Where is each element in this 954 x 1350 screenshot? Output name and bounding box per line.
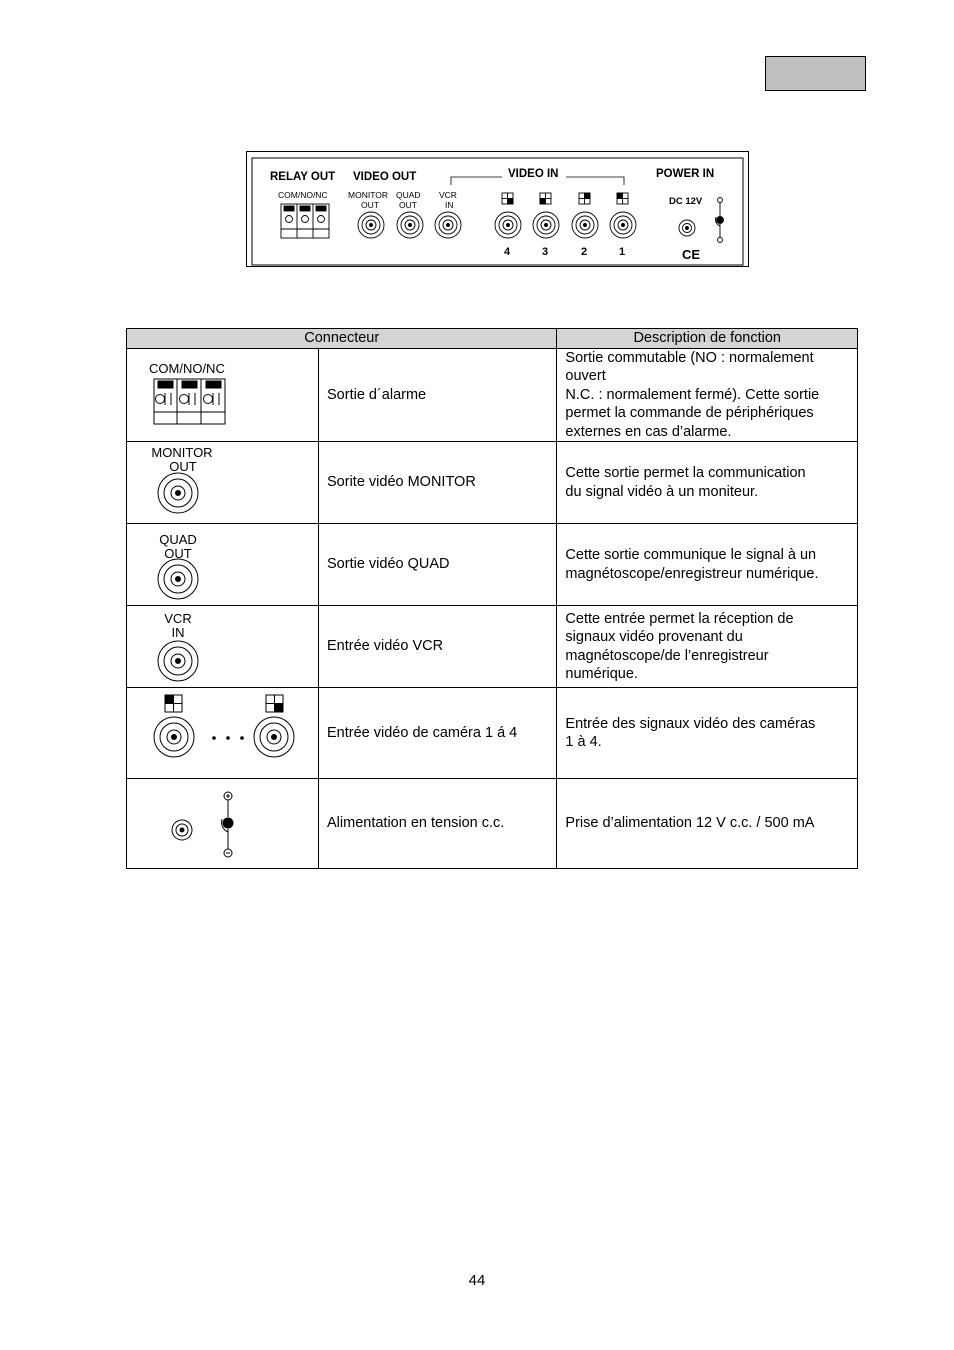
page-number: 44 bbox=[468, 1272, 486, 1289]
table-row bbox=[127, 442, 858, 524]
vcr-in-icon-cell bbox=[127, 606, 319, 688]
input-number-2: 2 bbox=[581, 246, 588, 258]
table-header-row bbox=[127, 329, 858, 349]
connector-name: Entrée vidéo de caméra 1 á 4 bbox=[319, 688, 557, 779]
table-row bbox=[127, 524, 858, 606]
monitor-out-small-label: OUT bbox=[361, 200, 379, 210]
bnc-connector-icon bbox=[127, 442, 318, 523]
bnc-connector-icon bbox=[127, 606, 318, 687]
monitor-small-label: MONITOR bbox=[348, 190, 388, 200]
relay-out-label: RELAY OUT bbox=[270, 171, 336, 183]
svg-text:MONITOR: MONITOR bbox=[151, 445, 213, 460]
camera-in-icon-cell bbox=[127, 688, 319, 779]
table-row bbox=[127, 688, 858, 779]
vcr-in-small-label: IN bbox=[445, 200, 454, 210]
table-row bbox=[127, 779, 858, 869]
bnc-connector-icon bbox=[127, 524, 318, 605]
quad-small-label: QUAD bbox=[396, 190, 421, 200]
quad-out-small-label: OUT bbox=[399, 200, 417, 210]
alarm-terminal-icon-cell bbox=[127, 348, 319, 442]
svg-text:IN: IN bbox=[171, 625, 185, 640]
power-in-label: POWER IN bbox=[656, 168, 715, 180]
com-no-nc-small-label: COM/NO/NC bbox=[278, 190, 328, 200]
monitor-out-icon-cell bbox=[127, 442, 319, 524]
connector-description: Cette sortie permet la communication du signal vidéo à un moniteur. bbox=[557, 442, 858, 524]
table-row bbox=[127, 606, 858, 688]
svg-text:OUT: OUT bbox=[164, 546, 192, 561]
connector-name: Sorite vidéo MONITOR bbox=[319, 442, 557, 524]
connector-name: Alimentation en tension c.c. bbox=[319, 779, 557, 869]
quad-out-icon-cell bbox=[127, 524, 319, 606]
connector-name: Sortie vidéo QUAD bbox=[319, 524, 557, 606]
power-in-icon-cell bbox=[127, 779, 319, 869]
dc-12v-label: DC 12V bbox=[669, 196, 703, 207]
connector-description: Prise d’alimentation 12 V c.c. / 500 mA bbox=[557, 779, 858, 869]
power-jack-icon bbox=[127, 779, 318, 868]
connector-name: Entrée vidéo VCR bbox=[319, 606, 557, 688]
connector-table bbox=[126, 328, 858, 869]
table-row bbox=[127, 348, 858, 442]
connector-description: Cette entrée permet la réception de signaux vidéo provenant du magnétoscope/de l’enregistreur numérique. bbox=[557, 606, 858, 688]
connector-name: Sortie d´alarme bbox=[319, 348, 557, 442]
video-out-label: VIDEO OUT bbox=[353, 171, 417, 183]
ce-mark: CE bbox=[682, 247, 701, 262]
vcr-small-label: VCR bbox=[439, 190, 457, 200]
language-tab-marker bbox=[765, 56, 866, 91]
svg-text:OUT: OUT bbox=[169, 459, 197, 474]
input-number-4: 4 bbox=[504, 246, 511, 258]
header-description: Description de fonction bbox=[557, 329, 858, 349]
input-number-1: 1 bbox=[619, 246, 626, 258]
header-connecteur: Connecteur bbox=[127, 329, 557, 349]
connector-description: Sortie commutable (NO : normalement ouvert N.C. : normalement fermé). Cette sortie permet la commande de périphériques externes en cas d’alarme. bbox=[557, 348, 858, 442]
connector-description: Entrée des signaux vidéo des caméras 1 à 4. bbox=[557, 688, 858, 779]
camera-input-connectors-icon bbox=[127, 688, 318, 778]
com-no-nc-icon-label: COM/NO/NC bbox=[149, 360, 225, 376]
input-number-3: 3 bbox=[542, 246, 549, 258]
video-in-label: VIDEO IN bbox=[508, 168, 559, 180]
svg-text:VCR: VCR bbox=[164, 611, 192, 626]
svg-text:QUAD: QUAD bbox=[159, 532, 197, 547]
connector-description: Cette sortie communique le signal à un magnétoscope/enregistreur numérique. bbox=[557, 524, 858, 606]
terminal-block-icon bbox=[127, 349, 318, 441]
rear-panel-diagram bbox=[246, 151, 749, 267]
